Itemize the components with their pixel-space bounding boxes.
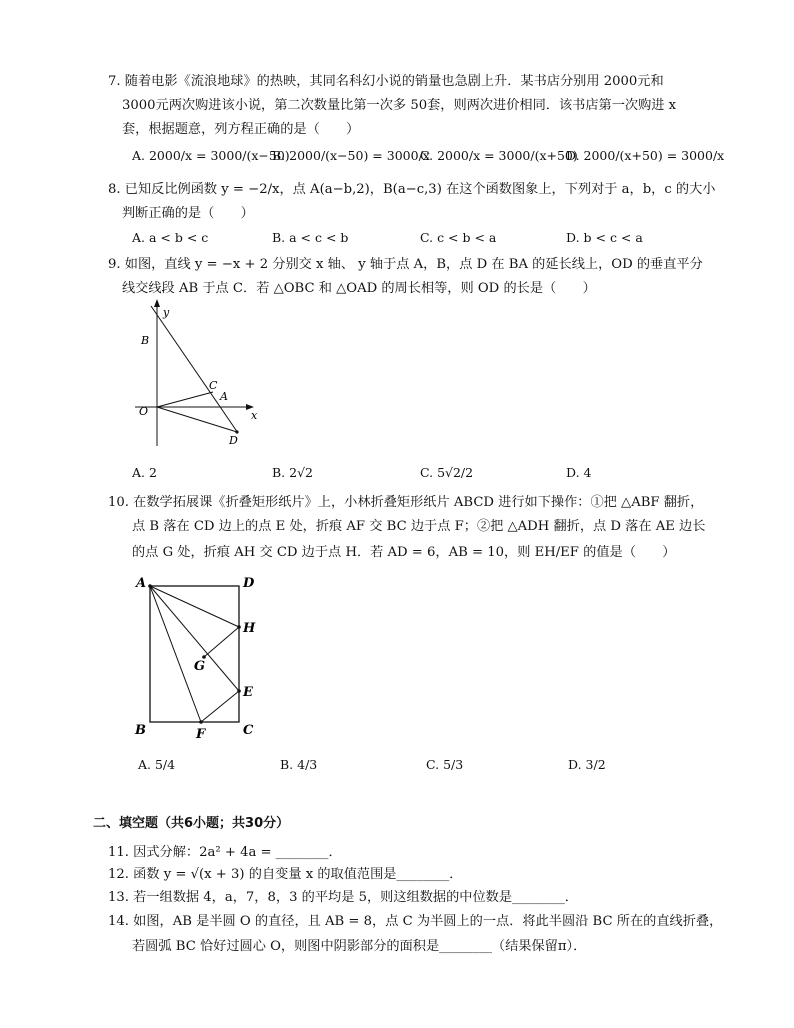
q9-y-arrow-icon [154,299,160,307]
q10-segment-fe [201,691,239,722]
q10-label-d: D [243,576,255,591]
q9-line-ab [151,306,238,433]
q7-line-2: 3000元两次购进该小说，第二次数量比第一次多 50套，则两次进价相同．该书店第一次购进 x [122,98,677,113]
q10-segment-gh [204,627,239,657]
q8-option-d: D. b < c < a [566,230,643,245]
q8-line-2: 判断正确的是（ ） [122,206,254,221]
q7-line-1: 7. 随着电影《流浪地球》的热映，其同名科幻小说的销量也急剧上升．某书店分别用 2000元和 [108,74,664,89]
q10-option-a: A. 5/4 [138,757,176,772]
q8-line-1: 8. 已知反比例函数 y = −2/x，点 A(a−b,2)，B(a−c,3) 在这个函数图象上，下列对于 a，b，c 的大小 [108,182,716,197]
q9-segment-oc [157,392,213,407]
q10-label-b: B [135,723,146,738]
q8-option-a: A. a < b < c [132,230,209,245]
q7-option-a: A. 2000/x = 3000/(x−50) [132,148,290,163]
q9-label-d: D [229,434,238,447]
q10-label-g: G [194,659,206,674]
q7-option-b: B. 2000/(x−50) = 3000/x [272,148,430,163]
q10-point-f [199,720,203,724]
q10-label-e: E [243,685,253,700]
q10-option-d: D. 3/2 [568,757,606,772]
q8-option-b: B. a < c < b [272,230,349,245]
q9-label-x: x [251,409,258,422]
q10-label-h: H [243,621,256,636]
q8-option-c: C. c < b < a [420,230,497,245]
q9-option-a: A. 2 [132,465,157,480]
q7-option-d: D. 2000/(x+50) = 3000/x [566,148,725,163]
q10-option-c: C. 5/3 [426,757,464,772]
q7-option-c: C. 2000/x = 3000/(x+50) [420,148,578,163]
q10-point-a [148,584,152,588]
q9-label-b: B [141,334,150,347]
q10-line-1: 10. 在数学拓展课《折叠矩形纸片》上，小林折叠矩形纸片 ABCD 进行如下操作：①把 △ABF 翻折， [108,495,704,510]
q10-label-f: F [196,727,206,742]
q10-label-c: C [243,723,254,738]
q9-label-a: A [220,390,228,403]
q10-option-b: B. 4/3 [280,757,318,772]
q9-line-2: 线交线段 AB 于点 C．若 △OBC 和 △OAD 的周长相等，则 OD 的长是（ ） [122,281,596,296]
q9-option-b: B. 2√2 [272,465,314,480]
q7-line-3: 套，根据题意，列方程正确的是（ ） [122,122,360,137]
section-heading: 二、填空题（共6小题；共30分） [93,816,290,831]
q10-point-e [237,689,241,693]
q14-line-1: 14. 如图，AB 是半圆 O 的直径，且 AB = 8，点 C 为半圆上的一点．将此半圆沿 BC 所在的直线折叠， [108,914,723,929]
q10-label-a: A [136,576,147,591]
q9-figure [125,296,275,454]
q9-option-d: D. 4 [566,465,592,480]
q11: 11. 因式分解：2a² + 4a = ________． [108,845,342,860]
q9-line-1: 9. 如图，直线 y = −x + 2 分别交 x 轴、 y 轴于点 A，B，点 D 在 BA 的延长线上，OD 的垂直平分 [108,257,703,272]
q9-option-c: C. 5√2/2 [420,465,474,480]
q9-label-o: O [139,405,149,418]
q9-segment-od [157,407,237,432]
q12: 12. 函数 y = √(x + 3) 的自变量 x 的取值范围是________． [108,867,463,882]
q13: 13. 若一组数据 4，a，7，8，3 的平均是 5，则这组数据的中位数是________． [108,890,578,905]
q10-figure [128,570,268,742]
q14-line-2: 若圆弧 BC 恰好过圆心 O，则图中阴影部分的面积是________（结果保留π）． [132,939,587,954]
q10-line-2: 点 B 落在 CD 边上的点 E 处，折痕 AF 交 BC 边于点 F；②把 △ADH 翻折，点 D 落在 AE 边长 [132,519,706,534]
q10-line-3: 的点 G 处，折痕 AH 交 CD 边于点 H．若 AD = 6，AB = 10，则 EH/EF 的值是（ ） [132,545,676,560]
q9-label-y: y [163,306,170,319]
q10-point-h [237,625,241,629]
q9-label-c: C [209,379,218,392]
